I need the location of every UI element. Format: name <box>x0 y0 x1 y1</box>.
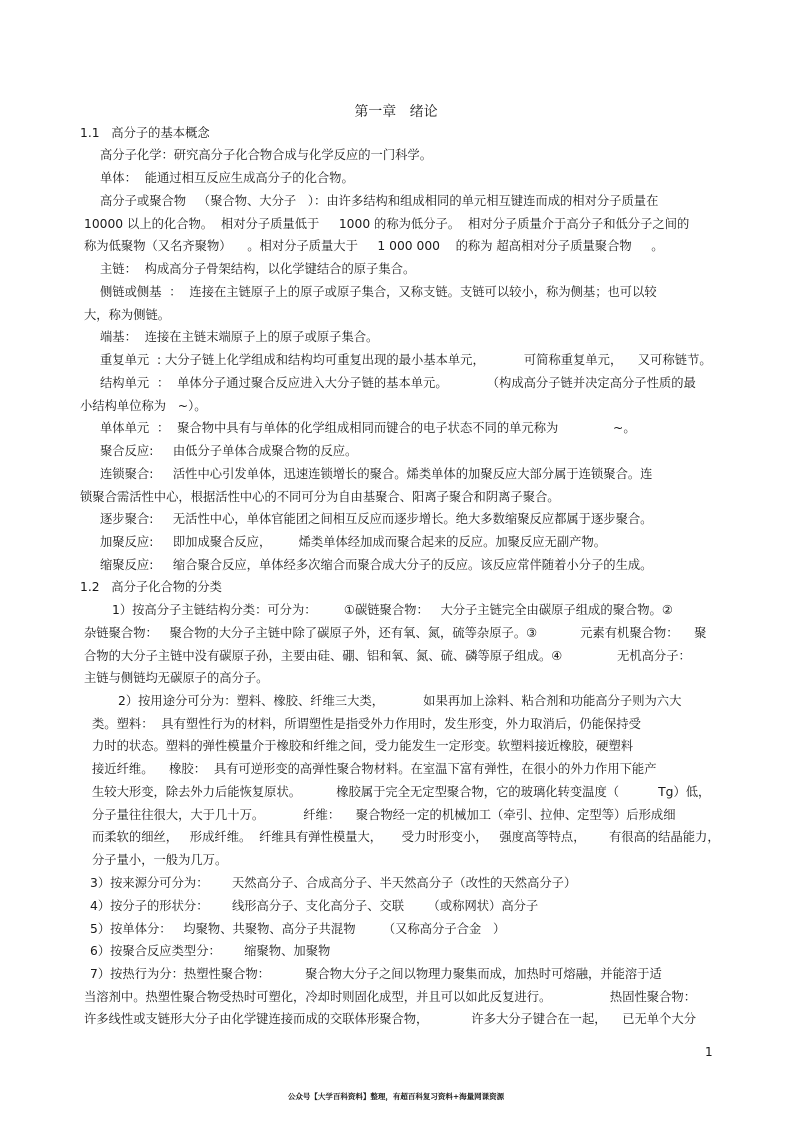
text-line: 缩聚反应: 缩合聚合反应，单体经多次缩合而聚合成大分子的反应。该反应常伴随着小分子的生成。 <box>100 558 653 572</box>
text-line: 生较大形变，除去外力后能恢复原状。 橡胶属于完全无定型聚合物，它的玻璃化转变温度（ Tg）低， <box>92 785 711 799</box>
page-number: 1 <box>705 1045 713 1059</box>
text-line: 逐步聚合: 无活性中心，单体官能团之间相互反应而逐步增长。绝大多数缩聚反应都属于逐步聚合。 <box>100 512 653 526</box>
text-line: 单体： 能通过相互反应生成高分子的化合物。 <box>100 171 354 185</box>
text-line: 10000 以上的化合物。 相对分子质量低于 1000 的称为低分子。 相对分子质量介于高分子和低分子之间的 <box>84 217 690 231</box>
text-line: 分子量小，一般为几万。 <box>92 853 228 867</box>
text-line: 主链： 构成高分子骨架结构，以化学键结合的原子集合。 <box>100 262 416 276</box>
text-line: 重复单元 : 大分子链上化学组成和结构均可重复出现的最小基本单元， 可简称重复单元， 又可称链节。 <box>100 353 712 367</box>
text-line: 大，称为侧链。 <box>84 308 171 322</box>
text-line: 小结构单位称为 ~）。 <box>80 399 207 413</box>
text-line: 侧链或侧基 ： 连接在主链原子上的原子或原子集合，又称支链。支链可以较小，称为侧基；也可以较 <box>100 285 657 299</box>
text-line: 6）按聚合反应类型分： 缩聚物、加聚物 <box>90 944 331 958</box>
text-line: 杂链聚合物： 聚合物的大分子主链中除了碳原子外，还有氧、氮，硫等杂原子。③ 元素有机聚合物： 聚 <box>84 626 707 640</box>
text-line: 接近纤维。 橡胶： 具有可逆形变的高弹性聚合物材料。在室温下富有弹性，在很小的外力作用下能产 <box>92 762 657 776</box>
text-line: 5）按单体分： 均聚物、共聚物、高分子共混物 （又称高分子合金 ） <box>90 922 506 936</box>
text-line: 加聚反应: 即加成聚合反应， 烯类单体经加成而聚合起来的反应。加聚反应无副产物。 <box>100 535 607 549</box>
text-line: 1）按高分子主链结构分类：可分为： ①碳链聚合物： 大分子主链完全由碳原子组成的聚合物。② <box>112 603 673 617</box>
text-line: 2）按用途分可分为：塑料、橡胶、纤维三大类， 如果再加上涂料、粘合剂和功能高分子则为六大 <box>118 694 682 708</box>
text-line: 7）按热行为分：热塑性聚合物： 聚合物大分子之间以物理力聚集而成，加热时可熔融，并能溶于适 <box>90 967 662 981</box>
text-line: 4）按分子的形状分： 线形高分子、支化高分子、交联 （或称网状）高分子 <box>90 899 539 913</box>
text-line: 连锁聚合: 活性中心引发单体，迅速连锁增长的聚合。烯类单体的加聚反应大部分属于连锁聚合。连 <box>100 467 653 481</box>
text-line: 当溶剂中。热塑性聚合物受热时可塑化，冷却时则固化成型，并且可以如此反复进行。 热固性聚合物： <box>84 990 696 1004</box>
text-line: 分子量往往很大，大于几十万。 纤维： 聚合物经一定的机械加工（牵引、拉伸、定型等）后形成细 <box>92 808 676 822</box>
footer-note: 公众号【大学百科资料】整理，有超百科复习资料+海量网课资源 <box>287 1092 505 1101</box>
text-line: 聚合反应: 由低分子单体合成聚合物的反应。 <box>100 444 358 458</box>
text-line: 力时的状态。塑料的弹性模量介于橡胶和纤维之间，受力能发生一定形变。软塑料接近橡胶，硬塑料 <box>92 739 634 753</box>
text-line: 单体单元 ： 聚合物中具有与单体的化学组成相同而键合的电子状态不同的单元称为 ~。 <box>100 421 636 435</box>
text-line: 而柔软的细丝， 形成纤维。 纤维具有弹性模量大， 受力时形变小， 强度高等特点， 有很高的结晶能力， <box>92 830 720 844</box>
text-line: 主链与侧链均无碳原子的高分子。 <box>84 671 269 685</box>
section-heading: 1.2 高分子化合物的分类 <box>80 580 222 594</box>
text-line: 高分子或聚合物 （聚合物、大分子 ）：由许多结构和组成相同的单元相互键连而成的相对分子质量在 <box>100 194 659 208</box>
text-line: 结构单元 ： 单体分子通过聚合反应进入大分子链的基本单元。 （构成高分子链并决定高分子性质的最 <box>100 376 696 390</box>
text-line: 类。塑料： 具有塑性行为的材料，所谓塑性是指受外力作用时，发生形变，外力取消后，仍能保持受 <box>92 717 641 731</box>
text-line: 3）按来源分可分为： 天然高分子、合成高分子、半天然高分子（改性的天然高分子） <box>90 876 577 890</box>
text-line: 锁聚合需活性中心，根据活性中心的不同可分为自由基聚合、阳离子聚合和阴离子聚合。 <box>80 490 560 504</box>
text-line: 许多线性或支链形大分子由化学键连接而成的交联体形聚合物， 许多大分子键合在一起， 已无单个大分 <box>84 1012 696 1026</box>
text-line: 高分子化学：研究高分子化合物合成与化学反应的一门科学。 <box>100 148 433 162</box>
text-line: 称为低聚物（又名齐聚物） 。相对分子质量大于 1 000 000 的称为 超高相对分子质量聚合物 。 <box>84 239 664 253</box>
section-heading: 1.1 高分子的基本概念 <box>80 126 210 140</box>
chapter-title: 第一章 绪论 <box>354 104 438 120</box>
text-line: 合物的大分子主链中没有碳原子孙，主要由硅、硼、铝和氧、氮、硫、磷等原子组成。④ 无机高分子： <box>84 649 691 663</box>
text-line: 端基： 连接在主链末端原子上的原子或原子集合。 <box>100 330 379 344</box>
